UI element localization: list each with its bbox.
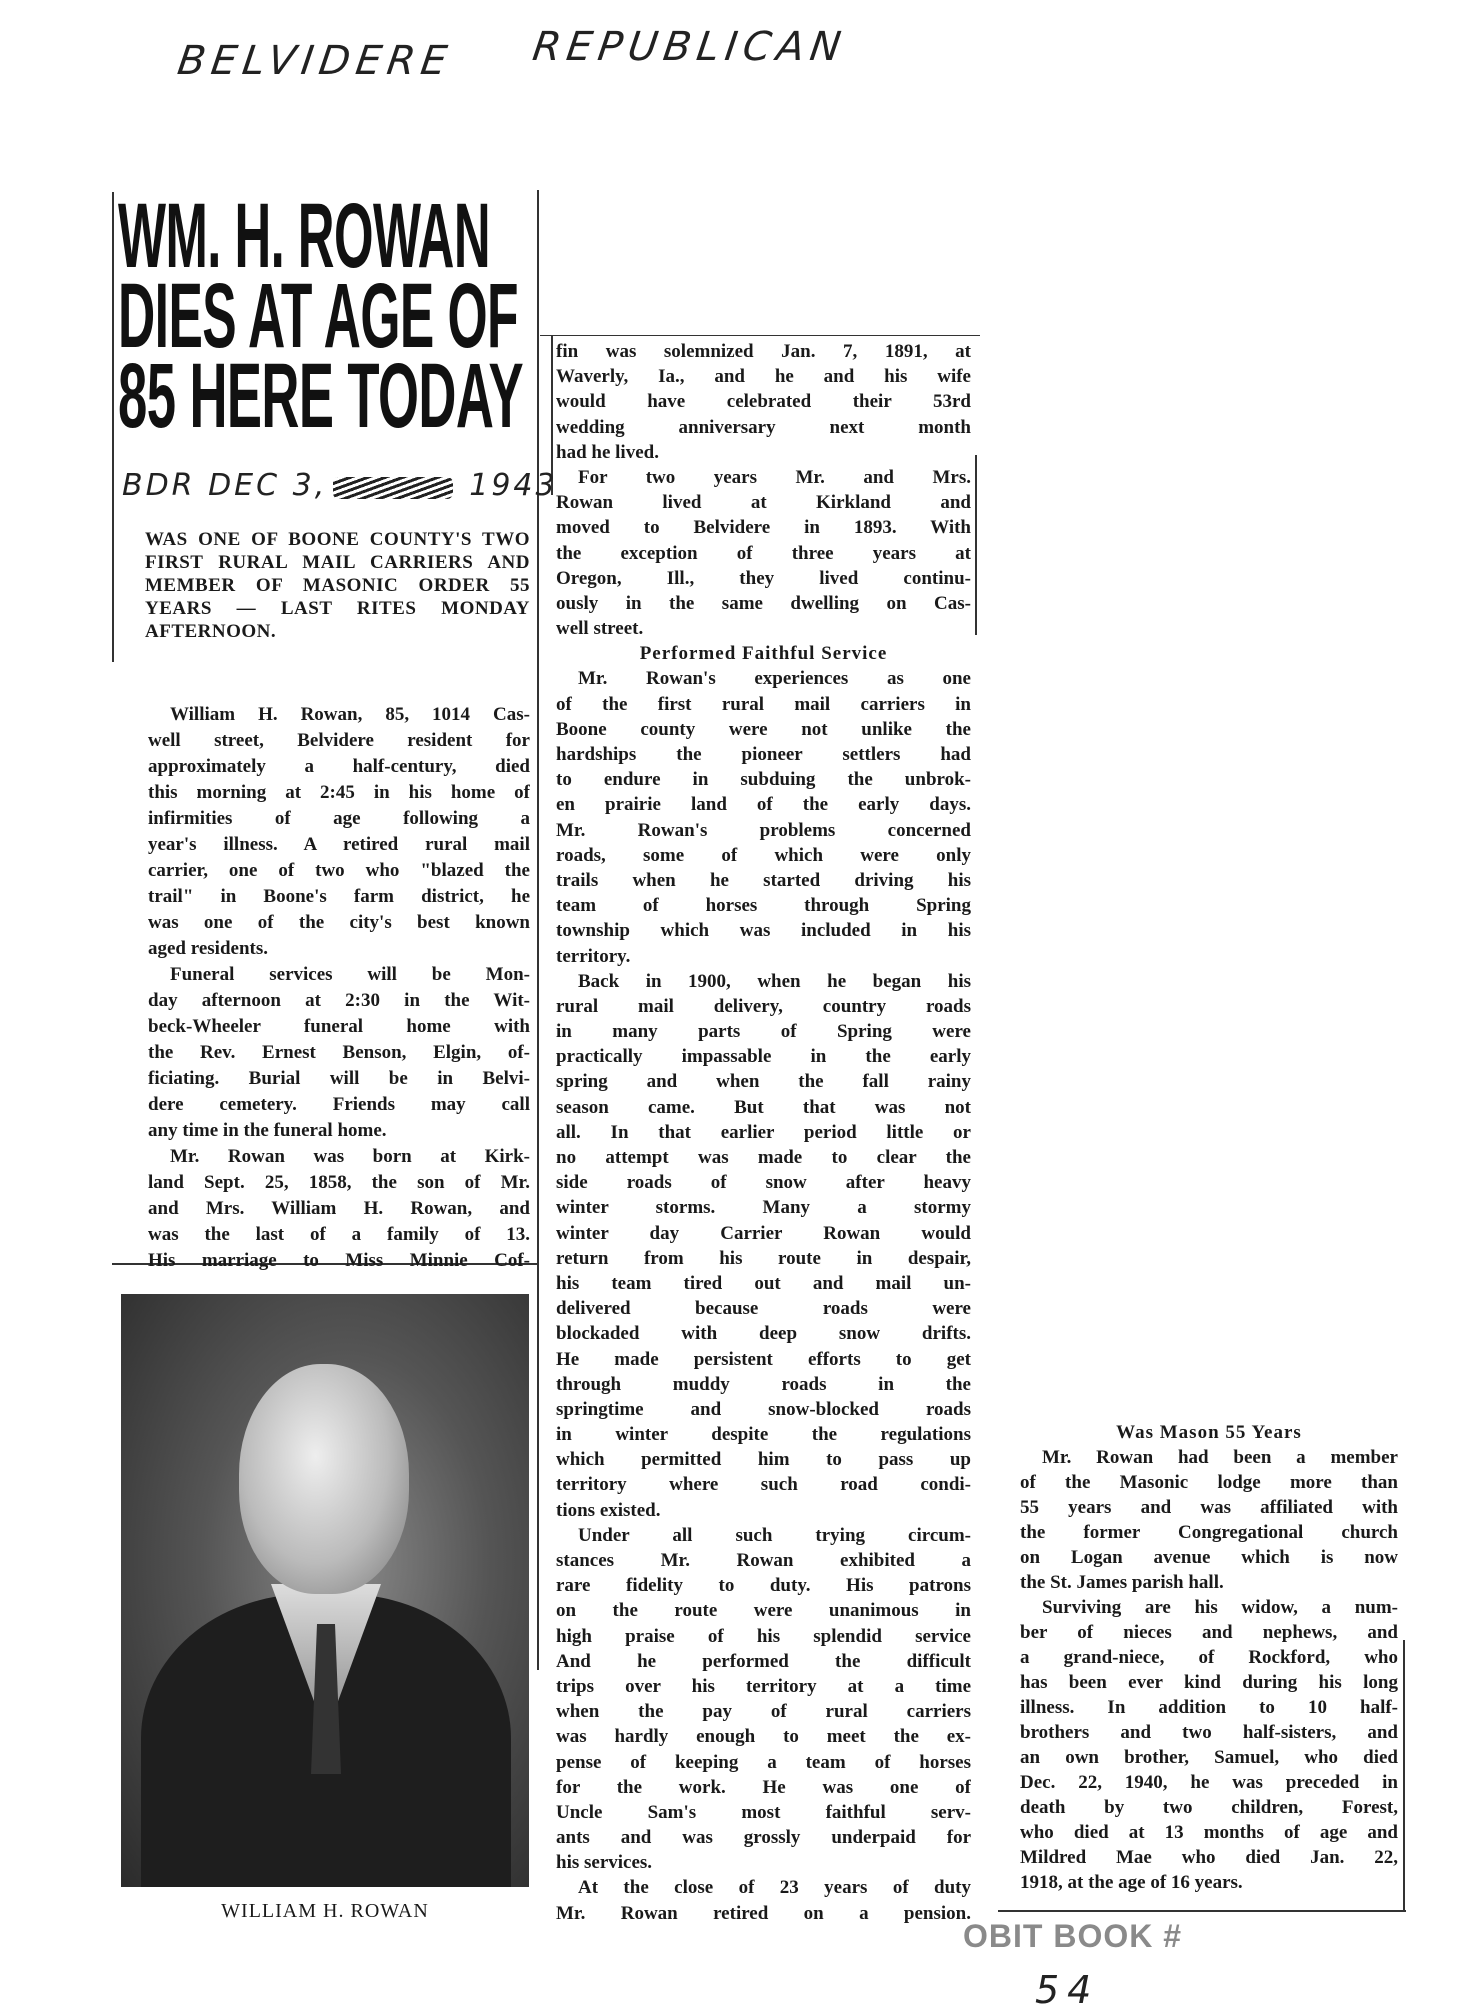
article-text-line: territory where such road condi-: [556, 1474, 971, 1496]
article-text-line: Oregon, Ill., they lived continu-: [556, 567, 971, 589]
article-text-line: 1918, at the age of 16 years.: [1020, 1872, 1243, 1893]
article-text-line: and Mrs. William H. Rowan, and: [148, 1198, 530, 1219]
article-text-line: rare fidelity to duty. His patrons: [556, 1575, 971, 1597]
article-text-line: ants and was grossly underpaid for: [556, 1827, 971, 1849]
article-text-line: his services.: [556, 1852, 653, 1874]
obit-book-stamp: OBIT BOOK #: [963, 1918, 1183, 1954]
article-text-line: Mildred Mae who died Jan. 22,: [1020, 1847, 1398, 1868]
article-text-line: Waverly, Ia., and he and his wife: [556, 366, 971, 388]
article-text-line: territory.: [556, 945, 631, 967]
article-text-line: the Rev. Ernest Benson, Elgin, of-: [148, 1042, 530, 1063]
article-text-line: Surviving are his widow, a num-: [1042, 1597, 1398, 1618]
article-text-line: carrier, one of two who "blazed the: [148, 860, 530, 881]
section-rule: [998, 1910, 1406, 1912]
article-text-line: At the close of 23 years of duty: [578, 1877, 971, 1899]
section-subheading: Was Mason 55 Years: [1116, 1422, 1302, 1443]
column-border: [1403, 1640, 1405, 1910]
article-text-line: 55 years and was affiliated with: [1020, 1497, 1398, 1518]
article-text-line: infirmities of age following a: [148, 808, 530, 829]
article-text-line: wedding anniversary next month: [556, 416, 971, 438]
article-text-line: all. In that earlier period little or: [556, 1121, 971, 1143]
scribbled-out-text: [333, 477, 453, 499]
article-text-line: any time in the funeral home.: [148, 1120, 387, 1141]
article-text-line: trail" in Boone's farm district, he: [148, 886, 530, 907]
date-prefix: BDR DEC 3,: [122, 468, 328, 503]
column-border: [537, 190, 539, 1670]
article-text-line: year's illness. A retired rural mail: [148, 834, 530, 855]
article-text-line: the St. James parish hall.: [1020, 1572, 1224, 1593]
article-text-line: spring and when the fall rainy: [556, 1071, 971, 1093]
article-text-line: would have celebrated their 53rd: [556, 391, 971, 413]
article-text-line: Mr. Rowan had been a member: [1042, 1447, 1398, 1468]
article-text-line: winter storms. Many a stormy: [556, 1197, 971, 1219]
headline-line: DIES AT AGE OF: [118, 265, 518, 367]
article-text-line: high praise of his splendid service: [556, 1625, 971, 1647]
article-text-line: rural mail delivery, country roads: [556, 995, 971, 1017]
article-text-line: who died at 13 months of age and: [1020, 1822, 1398, 1843]
article-text-line: practically impassable in the early: [556, 1046, 971, 1068]
article-text-line: dere cemetery. Friends may call: [148, 1094, 530, 1115]
article-text-line: in many parts of Spring were: [556, 1021, 971, 1043]
section-subheading: Performed Faithful Service: [639, 643, 888, 665]
article-text-line: moved to Belvidere in 1893. With: [556, 517, 971, 539]
article-text-line: return from his route in despair,: [556, 1247, 971, 1269]
handwritten-book-number: 54: [1035, 1968, 1100, 2012]
article-column-1: [148, 702, 530, 1274]
headline: [118, 185, 528, 447]
article-text-line: in winter despite the regulations: [556, 1424, 971, 1446]
article-text-line: on the route were unanimous in: [556, 1600, 971, 1622]
article-text-line: Mr. Rowan's experiences as one: [578, 668, 971, 690]
publication-word: REPUBLICAN: [529, 24, 850, 70]
article-text-line: was the last of a family of 13.: [148, 1224, 530, 1245]
article-text-line: springtime and snow-blocked roads: [556, 1398, 971, 1420]
article-text-line: fin was solemnized Jan. 7, 1891, at: [556, 341, 971, 362]
article-text-line: Under all such trying circum-: [578, 1524, 971, 1546]
article-text-line: trails when he started driving his: [556, 869, 971, 891]
headline-line: 85 HERE TODAY: [118, 345, 523, 447]
article-text-line: of the Masonic lodge more than: [1020, 1472, 1398, 1493]
article-text-line: Mr. Rowan was born at Kirk-: [170, 1146, 530, 1167]
photo-caption: WILLIAM H. ROWAN: [221, 1900, 429, 1922]
article-text-line: team of horses through Spring: [556, 895, 971, 917]
article-text-line: tions existed.: [556, 1499, 661, 1521]
article-text-line: his team tired out and mail un-: [556, 1272, 971, 1294]
article-text-line: township which was included in his: [556, 920, 971, 942]
article-text-line: has been ever kind during his long: [1020, 1672, 1398, 1693]
article-text-line: illness. In addition to 10 half-: [1020, 1697, 1398, 1718]
article-text-line: Funeral services will be Mon-: [170, 964, 530, 985]
article-text-line: ber of nieces and nephews, and: [1020, 1622, 1398, 1643]
article-text-line: death by two children, Forest,: [1020, 1797, 1398, 1818]
subheadline: WAS ONE OF BOONE COUNTY'S TWO FIRST RURAL MAIL CARRIERS AND MEMBER OF MASONIC ORDER 55 YEARS — LAST RITES MONDAY AFTERNOON.: [145, 529, 530, 642]
article-text-line: approximately a half-century, died: [148, 756, 530, 777]
article-text-line: aged residents.: [148, 938, 268, 959]
article-text-line: stances Mr. Rowan exhibited a: [556, 1550, 971, 1571]
article-text-line: this morning at 2:45 in his home of: [148, 782, 530, 803]
article-text-line: Rowan lived at Kirkland and: [556, 492, 971, 514]
article-text-line: ficiating. Burial will be in Belvi-: [148, 1068, 530, 1089]
article-text-line: His marriage to Miss Minnie Cof-: [148, 1250, 530, 1271]
article-text-line: And he performed the difficult: [556, 1650, 971, 1672]
article-text-line: roads, some of which were only: [556, 844, 971, 866]
article-text-line: trips over his territory at a time: [556, 1675, 971, 1697]
article-text-line: for the work. He was one of: [556, 1776, 971, 1798]
article-text-line: Mr. Rowan's problems concerned: [556, 819, 971, 841]
publication-word: BELVIDERE: [174, 38, 456, 84]
article-text-line: Back in 1900, when he began his: [578, 970, 971, 992]
section-rule: [540, 335, 980, 336]
article-text-line: a grand-niece, of Rockford, who: [1020, 1647, 1398, 1668]
article-text-line: blockaded with deep snow drifts.: [556, 1323, 971, 1345]
article-text-line: which permitted him to pass up: [556, 1449, 971, 1471]
article-text-line: an own brother, Samuel, who died: [1020, 1747, 1398, 1768]
article-text-line: en prairie land of the early days.: [556, 794, 971, 816]
article-text-line: well street.: [556, 618, 644, 640]
headline-line: WM. H. ROWAN: [118, 185, 490, 287]
article-text-line: pense of keeping a team of horses: [556, 1751, 971, 1773]
article-text-line: no attempt was made to clear the: [556, 1147, 971, 1168]
article-text-line: Dec. 22, 1940, he was preceded in: [1020, 1772, 1398, 1793]
article-text-line: For two years Mr. and Mrs.: [578, 466, 971, 488]
article-text-line: was hardly enough to meet the ex-: [556, 1726, 971, 1748]
article-text-line: He made persistent efforts to get: [556, 1348, 971, 1370]
article-text-line: through muddy roads in the: [556, 1373, 971, 1395]
article-column-3: [1020, 1420, 1398, 1895]
article-text-line: delivered because roads were: [556, 1298, 971, 1320]
handwritten-date: [122, 468, 558, 503]
column-border: [112, 192, 114, 662]
article-text-line: Boone county were not unlike the: [556, 718, 971, 740]
article-text-line: to endure in subduing the unbrok-: [556, 769, 971, 791]
article-text-line: was one of the city's best known: [148, 912, 530, 933]
article-text-line: ously in the same dwelling on Cas-: [556, 592, 971, 614]
article-text-line: side roads of snow after heavy: [556, 1172, 971, 1194]
publication-handwritten-note: [174, 24, 850, 84]
article-text-line: season came. But that was not: [556, 1096, 971, 1118]
article-text-line: brothers and two half-sisters, and: [1020, 1722, 1398, 1743]
article-text-line: on Logan avenue which is now: [1020, 1547, 1398, 1568]
portrait-photo: [121, 1294, 529, 1887]
article-text-line: Uncle Sam's most faithful serv-: [556, 1801, 971, 1823]
article-column-2: [556, 339, 971, 1926]
date-year: 1943: [469, 468, 558, 503]
article-text-line: well street, Belvidere resident for: [148, 730, 530, 751]
article-text-line: the former Congregational church: [1020, 1522, 1398, 1543]
article-text-line: had he lived.: [556, 441, 659, 463]
article-text-line: of the first rural mail carriers in: [556, 693, 971, 715]
article-text-line: William H. Rowan, 85, 1014 Cas-: [170, 704, 530, 725]
article-text-line: winter day Carrier Rowan would: [556, 1222, 971, 1244]
article-text-line: day afternoon at 2:30 in the Wit-: [148, 990, 530, 1011]
column-border: [975, 455, 977, 635]
article-text-line: land Sept. 25, 1858, the son of Mr.: [148, 1172, 530, 1193]
article-text-line: beck-Wheeler funeral home with: [148, 1016, 530, 1037]
article-text-line: when the pay of rural carriers: [556, 1701, 971, 1723]
article-text-line: Mr. Rowan retired on a pension.: [556, 1902, 971, 1924]
article-text-line: hardships the pioneer settlers had: [556, 744, 971, 765]
article-text-line: the exception of three years at: [556, 542, 971, 564]
photo-face: [239, 1364, 409, 1594]
